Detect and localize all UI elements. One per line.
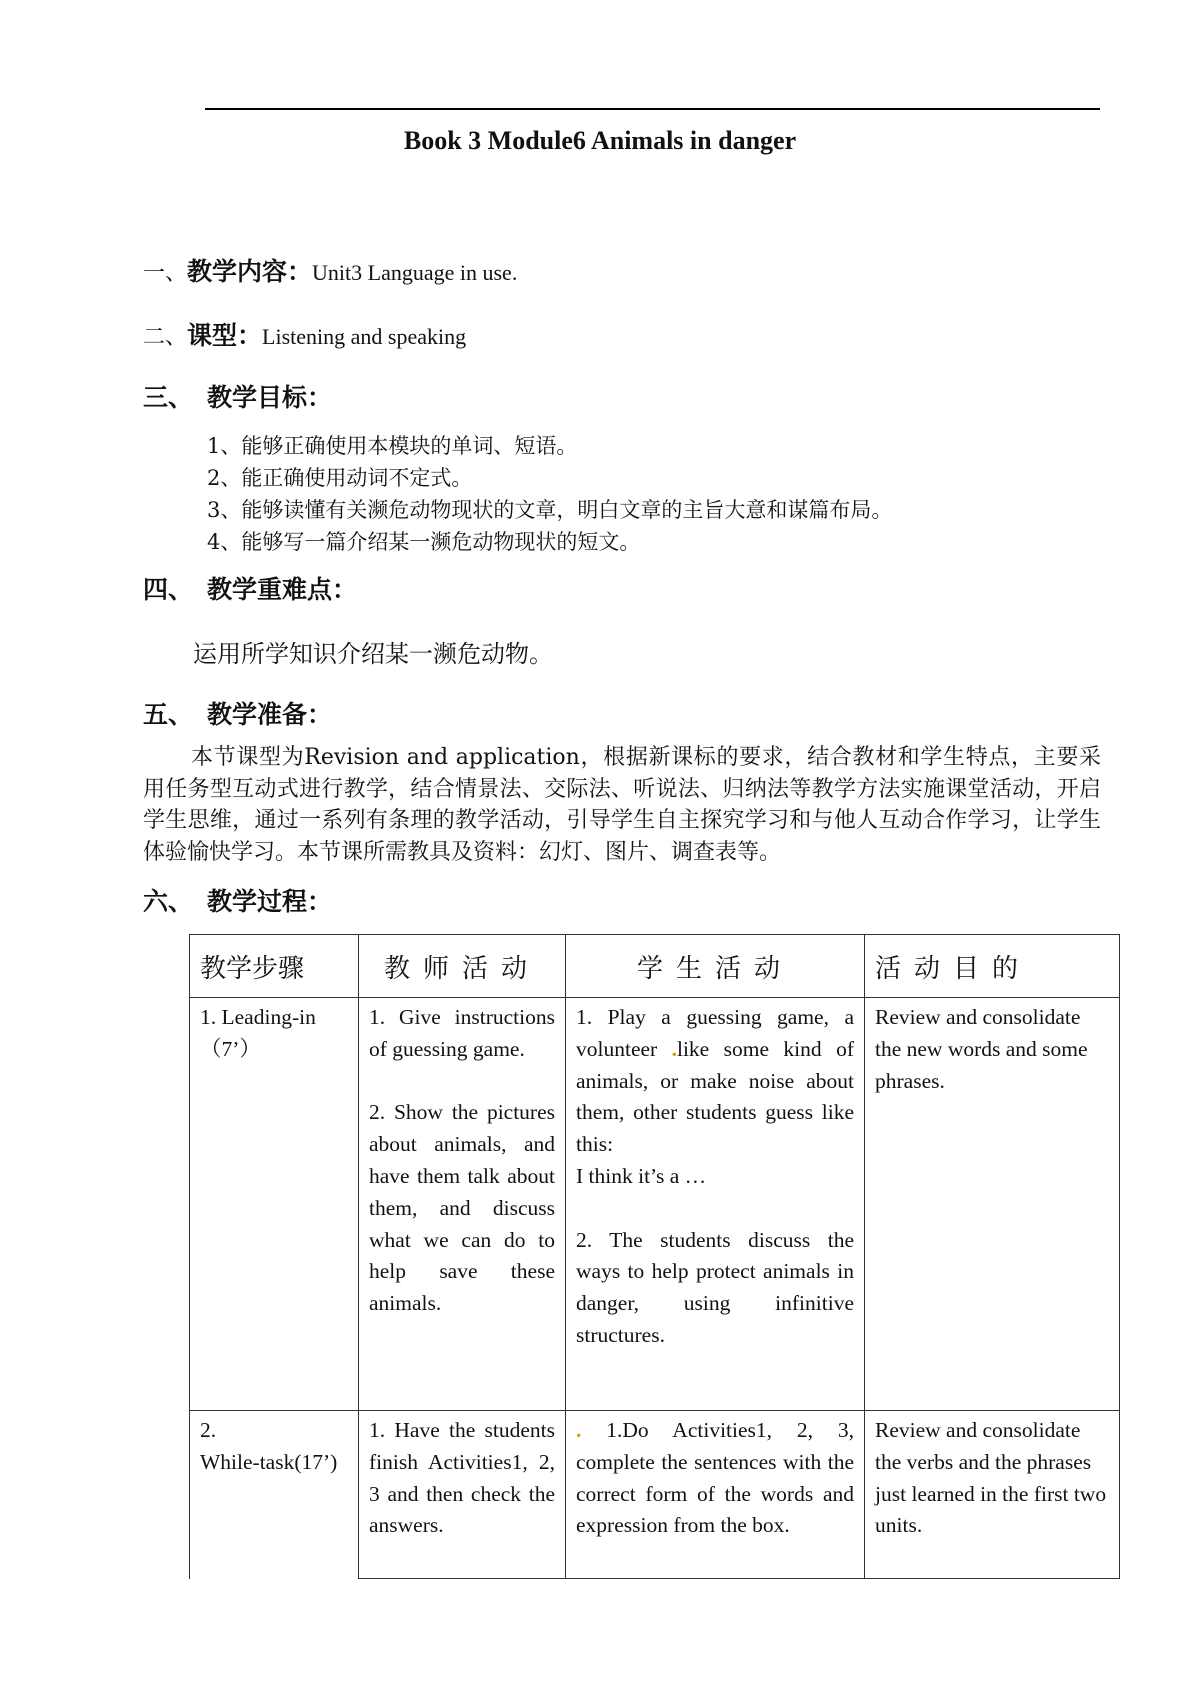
section-heading: 教学过程： <box>207 887 333 916</box>
column-header: 活动目的 <box>865 935 1120 998</box>
section-content <box>143 252 517 288</box>
list-item: 2、能正确使用动词不定式。 <box>207 466 473 490</box>
column-header: 教学步骤 <box>190 935 359 998</box>
section-objectives <box>143 378 332 414</box>
document-title: Book 3 Module6 Animals in danger <box>403 126 797 155</box>
step-cell: 1. Leading-in （7’） <box>190 998 359 1411</box>
section-heading: 教学准备： <box>207 700 333 729</box>
section-text: Listening and speaking <box>262 324 467 349</box>
key-points-text: 运用所学知识介绍某一濒危动物。 <box>193 640 553 668</box>
student-activity-cell: . 1.Do Activities1, 2, 3, complete the sentences with the correct form of the words and expression from the box. <box>566 1411 865 1579</box>
marker-dot: . <box>576 1418 582 1442</box>
section-number: 五、 <box>143 700 194 729</box>
purpose-cell: Review and consolidate the new words and some phrases. <box>865 998 1120 1411</box>
teacher-activity-cell: 1. Have the students finish Activities1, 2, 3 and then check the answers. <box>359 1411 566 1579</box>
preparation-paragraph: 本节课型为Revision and application，根据新课标的要求，结合教材和学生特点，主要采用任务型互动式进行教学，结合情景法、交际法、听说法、归纳法等教学方法实施课堂活动，开启学生思维，通过一系列有条理的教学活动，引导学生自主探究学习和与他人互动合作学习，让学生体验愉快学习。本节课所需教具及资料：幻灯、图片、调查表等。 <box>143 745 1101 865</box>
marker-dot: . <box>671 1036 677 1061</box>
section-number: 四、 <box>143 575 194 604</box>
student-activity-cell: 1. Play a guessing game, a volunteer .like some kind of animals, or make noise about them, other students guess like this: I think it’s a … 2. The students discuss the ways to help protect animals in danger, using infinitive structures. <box>566 998 865 1411</box>
section-heading: 教学内容： <box>187 257 313 286</box>
section-number: 一、 <box>143 261 188 286</box>
list-item: 4、能够写一篇介绍某一濒危动物现状的短文。 <box>207 530 641 554</box>
section-number: 六、 <box>143 887 194 916</box>
section-preparation <box>143 695 332 731</box>
section-heading: 教学重难点： <box>207 575 358 604</box>
teacher-activity-cell: 1. Give instructions of guessing game. 2. Show the pictures about animals, and have them talk about them, and discuss what we can do to help save these animals. <box>359 998 566 1411</box>
section-heading: 教学目标： <box>207 383 333 412</box>
objectives-list <box>207 430 892 558</box>
section-number: 三、 <box>143 383 194 412</box>
list-item: 1、能够正确使用本模块的单词、短语。 <box>207 434 578 458</box>
list-item: 3、能够读懂有关濒危动物现状的文章，明白文章的主旨大意和谋篇布局。 <box>207 498 893 522</box>
section-heading: 课型： <box>187 321 263 350</box>
header-rule <box>205 108 1100 110</box>
section-number: 二、 <box>143 325 188 350</box>
table-header-row <box>190 935 1120 998</box>
section-process <box>143 882 332 918</box>
purpose-cell: Review and consolidate the verbs and the phrases just learned in the first two units. <box>865 1411 1120 1579</box>
teaching-process-table <box>189 934 1120 1579</box>
step-cell: 2. While-task(17’) <box>190 1411 359 1579</box>
column-header: 教师活动 <box>359 935 566 998</box>
column-header: 学生活动 <box>566 935 865 998</box>
section-key-points <box>143 570 357 606</box>
section-lesson-type <box>143 316 466 352</box>
table-row <box>190 1411 1120 1579</box>
table-row <box>190 998 1120 1411</box>
section-text: Unit3 Language in use. <box>312 260 518 285</box>
